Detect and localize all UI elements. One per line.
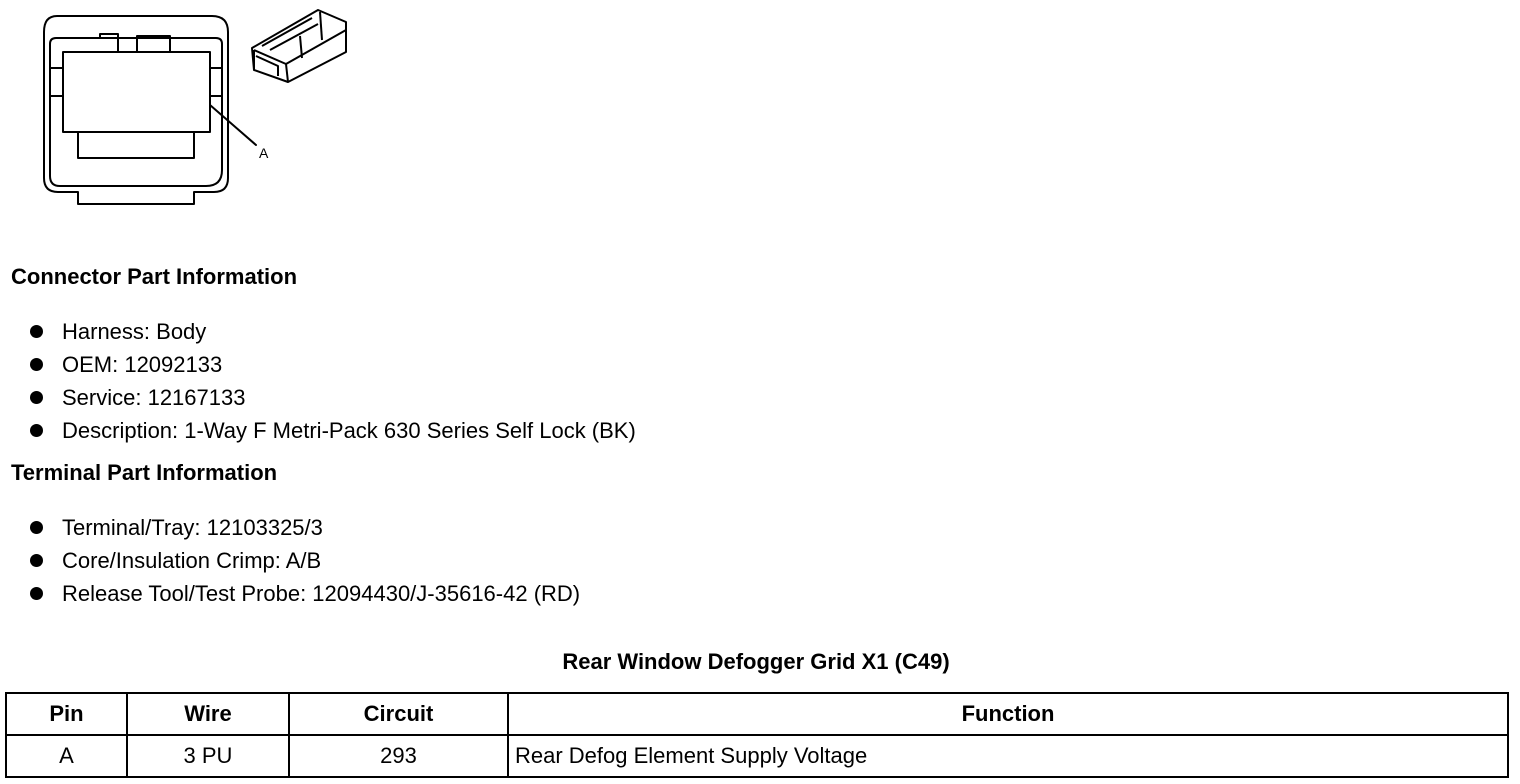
bullet-icon bbox=[30, 521, 43, 534]
connector-lower-step bbox=[78, 132, 194, 158]
connector-latch bbox=[100, 34, 170, 52]
header-function: Function bbox=[508, 693, 1508, 735]
header-pin: Pin bbox=[6, 693, 127, 735]
list-item-text: Release Tool/Test Probe: 12094430/J-35616-42 (RD) bbox=[62, 581, 581, 606]
cell-pin: A bbox=[6, 735, 127, 777]
terminal-info-list bbox=[0, 511, 580, 610]
list-item bbox=[0, 414, 636, 447]
list-item bbox=[0, 577, 580, 610]
callout-leader bbox=[210, 105, 256, 145]
list-item bbox=[0, 348, 636, 381]
list-item-text: Core/Insulation Crimp: A/B bbox=[62, 548, 322, 573]
bullet-icon bbox=[30, 554, 43, 567]
terminal-info-heading: Terminal Part Information bbox=[11, 460, 278, 485]
connector-info-list bbox=[0, 315, 636, 447]
bullet-icon bbox=[30, 587, 43, 600]
list-item bbox=[0, 381, 636, 414]
table-header-row bbox=[6, 693, 1508, 735]
list-item bbox=[0, 511, 580, 544]
header-circuit: Circuit bbox=[289, 693, 508, 735]
bullet-icon bbox=[30, 358, 43, 371]
header-wire: Wire bbox=[127, 693, 289, 735]
cell-function: Rear Defog Element Supply Voltage bbox=[508, 735, 1508, 777]
bullet-icon bbox=[30, 325, 43, 338]
cell-circuit: 293 bbox=[289, 735, 508, 777]
callout-label-a: A bbox=[259, 145, 269, 161]
cell-wire: 3 PU bbox=[127, 735, 289, 777]
bullet-icon bbox=[30, 424, 43, 437]
pin-table bbox=[5, 692, 1509, 778]
list-item bbox=[0, 315, 636, 348]
connector-inner-face bbox=[50, 38, 222, 186]
connector-info-heading: Connector Part Information bbox=[11, 264, 298, 289]
connector-diagram bbox=[0, 0, 370, 215]
terminal-cavity bbox=[63, 52, 210, 132]
table-title: Rear Window Defogger Grid X1 (C49) bbox=[562, 649, 950, 674]
list-item-text: Terminal/Tray: 12103325/3 bbox=[62, 515, 323, 540]
list-item bbox=[0, 544, 580, 577]
list-item-text: Harness: Body bbox=[62, 319, 207, 344]
table-row bbox=[6, 735, 1508, 777]
bullet-icon bbox=[30, 391, 43, 404]
list-item-text: Service: 12167133 bbox=[62, 385, 246, 410]
list-item-text: OEM: 12092133 bbox=[62, 352, 223, 377]
list-item-text: Description: 1-Way F Metri-Pack 630 Series Self Lock (BK) bbox=[62, 418, 636, 443]
connector-isometric-icon bbox=[252, 10, 346, 82]
